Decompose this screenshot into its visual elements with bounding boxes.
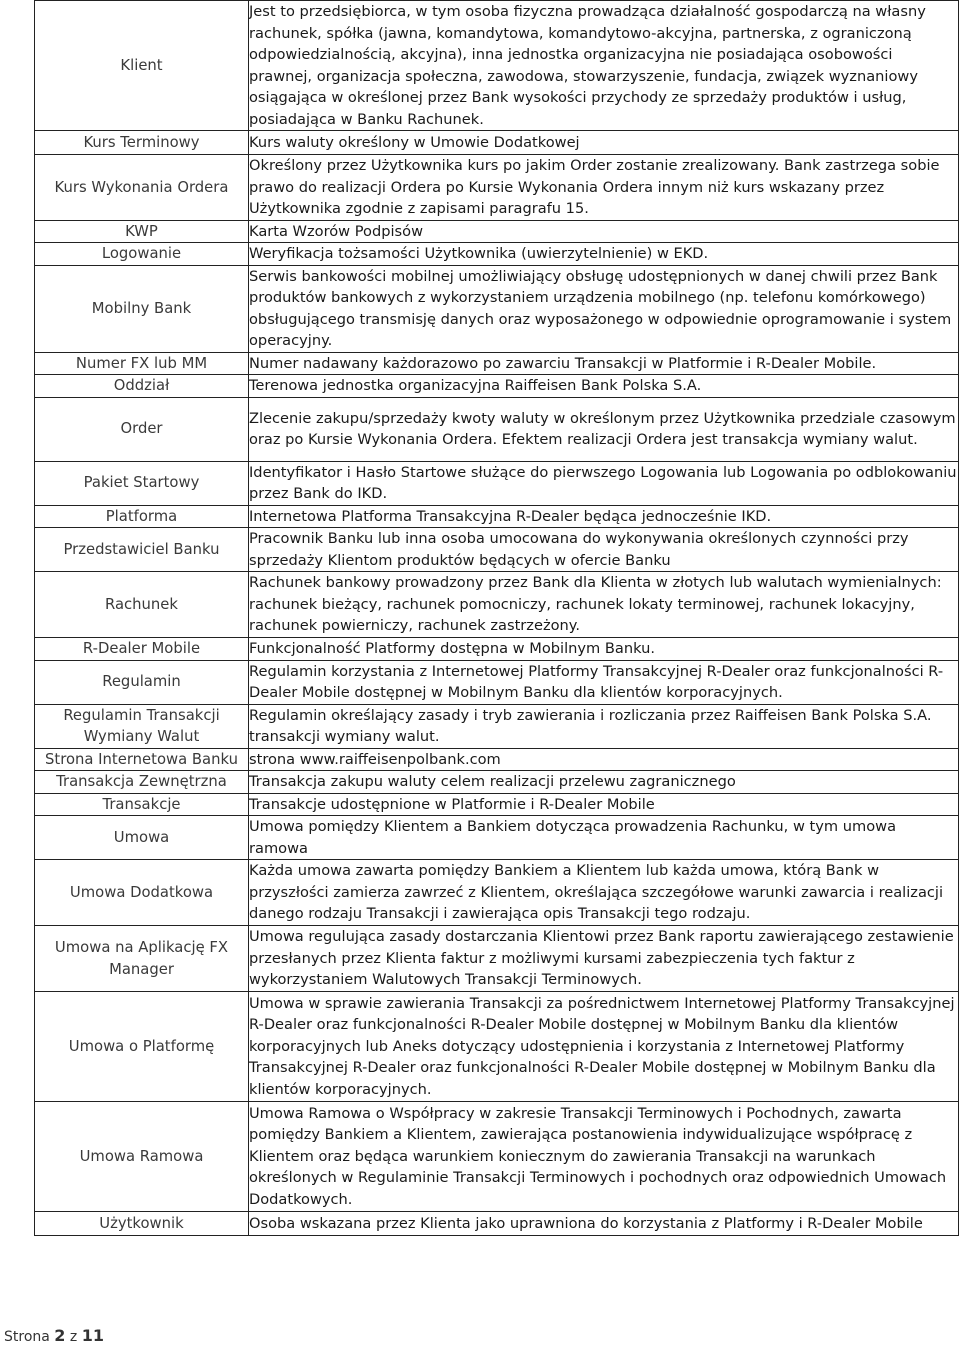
definition-row [35, 1, 959, 131]
definition-cell: Umowa Ramowa o Współpracy w zakresie Transakcji Terminowych i Pochodnych, zawarta pomiędzy Bankiem a Klientem, zawierająca postanowienia indywidualizujące współpracę z Klientem oraz będąca warunkiem koniecznym do zawierania Transakcji na warunkach określonych w Regulaminie Transakcji Terminowych i pochodnych oraz odpowiednich Umowach Dodatkowych. [249, 1102, 959, 1212]
definitions-table [34, 0, 959, 1236]
definition-row [35, 461, 959, 505]
definition-cell: Rachunek bankowy prowadzony przez Bank dla Klienta w złotych lub walutach wymienialnych: rachunek bieżący, rachunek pomocniczy, rachunek lokaty terminowej, rachunek lokacyjny, rachunek powierniczy, rachunek zastrzeżony. [249, 572, 959, 638]
definition-row [35, 375, 959, 398]
definition-cell: Jest to przedsiębiorca, w tym osoba fizyczna prowadząca działalność gospodarczą na własny rachunek, spółka (jawna, komandytowa, komandytowo-akcyjna, partnerska, z ograniczoną odpowiedzialnością, akcyjna), inna jednostka organizacyjna nie posiadająca osobowości prawnej, organizacja społeczna, zawodowa, stowarzyszenie, fundacja, związek wyznaniowy osiągająca w określonej przez Bank wysokości przychody ze sprzedaży produktów i usług, posiadająca w Banku Rachunek. [249, 1, 959, 131]
definition-row [35, 528, 959, 572]
definition-row [35, 816, 959, 860]
definition-row [35, 220, 959, 243]
term-cell: Umowa Ramowa [35, 1102, 249, 1212]
definition-cell: Pracownik Banku lub inna osoba umocowana do wykonywania określonych czynności przy sprzedaży Klientom produktów będących w ofercie Banku [249, 528, 959, 572]
term-cell: Umowa Dodatkowa [35, 860, 249, 926]
total-pages-number: 11 [81, 1326, 104, 1345]
definition-cell: Kurs waluty określony w Umowie Dodatkowej [249, 131, 959, 155]
definition-row [35, 660, 959, 704]
definition-row [35, 638, 959, 661]
definition-row [35, 860, 959, 926]
definition-cell: Internetowa Platforma Transakcyjna R-Dealer będąca jednocześnie IKD. [249, 505, 959, 528]
page-footer [4, 1326, 104, 1345]
term-cell: Użytkownik [35, 1212, 249, 1236]
definition-cell: Funkcjonalność Platformy dostępna w Mobilnym Banku. [249, 638, 959, 661]
definition-row [35, 926, 959, 992]
definition-cell: Transakcje udostępnione w Platformie i R-Dealer Mobile [249, 793, 959, 816]
term-cell: Pakiet Startowy [35, 461, 249, 505]
definition-cell: Regulamin określający zasady i tryb zawierania i rozliczania przez Raiffeisen Bank Polska S.A. transakcji wymiany walut. [249, 704, 959, 748]
term-cell: Transakcje [35, 793, 249, 816]
definition-cell: Numer nadawany każdorazowo po zawarciu Transakcji w Platformie i R-Dealer Mobile. [249, 352, 959, 375]
term-cell: Mobilny Bank [35, 265, 249, 352]
term-cell: Transakcja Zewnętrzna [35, 771, 249, 794]
term-cell: Regulamin Transakcji Wymiany Walut [35, 704, 249, 748]
term-cell: R-Dealer Mobile [35, 638, 249, 661]
definition-row [35, 265, 959, 352]
definition-row [35, 243, 959, 266]
term-cell: Oddział [35, 375, 249, 398]
definition-cell: Określony przez Użytkownika kurs po jakim Order zostanie zrealizowany. Bank zastrzega sobie prawo do realizacji Ordera po Kursie Wykonania Ordera innym niż kurs wskazany przez Użytkownika zgodnie z zapisami paragrafu 15. [249, 155, 959, 221]
definition-row [35, 1212, 959, 1236]
definition-cell: Każda umowa zawarta pomiędzy Bankiem a Klientem lub każda umowa, którą Bank w przyszłości zamierza zawrzeć z Klientem, określająca szczegółowe warunki zawarcia i realizacji danego rodzaju Transakcji i zawierająca opis Transakcji tego rodzaju. [249, 860, 959, 926]
term-cell: Umowa [35, 816, 249, 860]
definition-cell: Umowa pomiędzy Klientem a Bankiem dotycząca prowadzenia Rachunku, w tym umowa ramowa [249, 816, 959, 860]
term-cell: Przedstawiciel Banku [35, 528, 249, 572]
definition-cell: strona www.raiffeisenpolbank.com [249, 748, 959, 771]
definition-row [35, 397, 959, 461]
term-cell: Rachunek [35, 572, 249, 638]
page-separator: z [69, 1329, 78, 1345]
definition-row [35, 505, 959, 528]
definition-row [35, 1102, 959, 1212]
term-cell: Logowanie [35, 243, 249, 266]
term-cell: Regulamin [35, 660, 249, 704]
term-cell: Platforma [35, 505, 249, 528]
definition-cell: Osoba wskazana przez Klienta jako uprawniona do korzystania z Platformy i R-Dealer Mobile [249, 1212, 959, 1236]
definition-cell: Transakcja zakupu waluty celem realizacji przelewu zagranicznego [249, 771, 959, 794]
term-cell: Kurs Wykonania Ordera [35, 155, 249, 221]
term-cell: Strona Internetowa Banku [35, 748, 249, 771]
definition-row [35, 992, 959, 1102]
page-label: Strona [4, 1329, 50, 1345]
definition-row [35, 793, 959, 816]
term-cell: Umowa o Platformę [35, 992, 249, 1102]
definition-cell: Serwis bankowości mobilnej umożliwiający obsługę udostępnionych w danej chwili przez Bank produktów bankowych z wykorzystaniem urządzenia mobilnego (np. telefonu komórkowego) obsługującego transmisję danych oraz wyposażonego w odpowiednie oprogramowanie i system operacyjny. [249, 265, 959, 352]
term-cell: KWP [35, 220, 249, 243]
definition-row [35, 771, 959, 794]
current-page-number: 2 [54, 1326, 66, 1345]
definition-cell: Umowa regulująca zasady dostarczania Klientowi przez Bank raportu zawierającego zestawienie przesłanych przez Klienta faktur z możliwymi kursami zabezpieczenia tych faktur z wykorzystaniem Walutowych Transakcji Terminowych. [249, 926, 959, 992]
definition-cell: Terenowa jednostka organizacyjna Raiffeisen Bank Polska S.A. [249, 375, 959, 398]
term-cell: Klient [35, 1, 249, 131]
term-cell: Umowa na Aplikację FX Manager [35, 926, 249, 992]
definition-row [35, 352, 959, 375]
definition-cell: Weryfikacja tożsamości Użytkownika (uwierzytelnienie) w EKD. [249, 243, 959, 266]
definition-row [35, 131, 959, 155]
definition-row [35, 704, 959, 748]
definition-cell: Umowa w sprawie zawierania Transakcji za pośrednictwem Internetowej Platformy Transakcyjnej R-Dealer oraz funkcjonalności R-Dealer Mobile dostępnej w Mobilnym Banku dla klientów korporacyjnych lub Aneks dotyczący udostępnienia i korzystania z Internetowej Platformy Transakcyjnej R-Dealer oraz funkcjonalności R-Dealer Mobile dostępnej w Mobilnym Banku dla klientów korporacyjnych. [249, 992, 959, 1102]
definition-row [35, 155, 959, 221]
definition-cell: Identyfikator i Hasło Startowe służące do pierwszego Logowania lub Logowania po odblokowaniu przez Bank do IKD. [249, 461, 959, 505]
definition-row [35, 572, 959, 638]
term-cell: Kurs Terminowy [35, 131, 249, 155]
term-cell: Numer FX lub MM [35, 352, 249, 375]
term-cell: Order [35, 397, 249, 461]
definition-row [35, 748, 959, 771]
definition-cell: Regulamin korzystania z Internetowej Platformy Transakcyjnej R-Dealer oraz funkcjonalności R-Dealer Mobile dostępnej w Mobilnym Banku dla klientów korporacyjnych. [249, 660, 959, 704]
definition-cell: Zlecenie zakupu/sprzedaży kwoty waluty w określonym przez Użytkownika przedziale czasowym oraz po Kursie Wykonania Ordera. Efektem realizacji Ordera jest transakcja wymiany walut. [249, 397, 959, 461]
definition-cell: Karta Wzorów Podpisów [249, 220, 959, 243]
